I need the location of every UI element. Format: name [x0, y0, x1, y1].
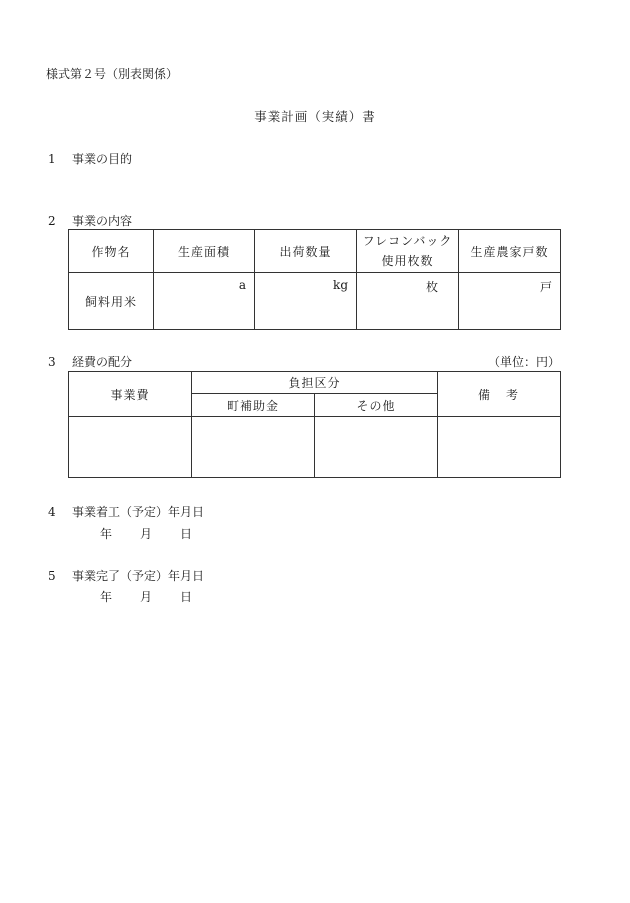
- header-project-cost: 事業費: [69, 372, 192, 417]
- header-remarks: 備 考: [438, 372, 561, 417]
- header-burden-category: 負担区分: [192, 372, 438, 394]
- section-5-date: [0, 588, 630, 604]
- section-5-month-label: 月: [140, 590, 153, 604]
- section-1-label: 事業の目的: [72, 152, 133, 166]
- page-title: 事業計画（実績）書: [254, 109, 376, 124]
- section-4-month-label: 月: [140, 527, 153, 541]
- section-4-date: [0, 525, 630, 541]
- cell-farm-households: 戸: [459, 273, 561, 330]
- section-5-year-label: 年: [100, 590, 113, 604]
- section-3-number: 3: [48, 355, 56, 369]
- header-production-area: 生産面積: [154, 230, 255, 273]
- section-3-label: 経費の配分: [72, 355, 133, 369]
- section-1-number: 1: [48, 152, 56, 166]
- cell-other: [315, 417, 438, 478]
- header-town-subsidy: 町補助金: [192, 394, 315, 417]
- cell-project-cost: [69, 417, 192, 478]
- section-2-number: 2: [48, 214, 56, 228]
- section-4-heading: [48, 503, 204, 520]
- section-5-day-label: 日: [180, 590, 193, 604]
- project-content-table: [68, 229, 561, 330]
- section-4-day-label: 日: [180, 527, 193, 541]
- section-4-number: 4: [48, 505, 56, 519]
- header-shipment-quantity: 出荷数量: [255, 230, 357, 273]
- cell-shipment-quantity: kg: [255, 273, 357, 330]
- section-5-number: 5: [48, 569, 56, 583]
- header-flexible-container-bags: [357, 230, 459, 273]
- expense-allocation-table: [68, 371, 561, 478]
- cell-town-subsidy: [192, 417, 315, 478]
- header-crop-name: 作物名: [69, 230, 154, 273]
- header-farm-households: 生産農家戸数: [459, 230, 561, 273]
- cell-remarks: [438, 417, 561, 478]
- cell-production-area: a: [154, 273, 255, 330]
- form-id: 様式第２号（別表関係）: [46, 67, 179, 81]
- section-5-label: 事業完了（予定）年月日: [72, 569, 205, 583]
- cell-bag-count: 枚: [357, 273, 459, 330]
- section-4-label: 事業着工（予定）年月日: [72, 505, 205, 519]
- section-2-heading: [48, 212, 132, 229]
- header-flexible-container-bags-line1: フレコンバック: [362, 234, 453, 248]
- section-1-heading: [48, 150, 132, 167]
- header-flexible-container-bags-line2: 使用枚数: [381, 254, 434, 268]
- cell-crop-name: 飼料用米: [69, 273, 154, 330]
- header-other: その他: [315, 394, 438, 417]
- section-2-label: 事業の内容: [72, 214, 133, 228]
- section-5-heading: [48, 567, 204, 584]
- section-3-heading: [48, 353, 132, 370]
- unit-note: （単位：円）: [487, 355, 560, 369]
- section-4-year-label: 年: [100, 527, 113, 541]
